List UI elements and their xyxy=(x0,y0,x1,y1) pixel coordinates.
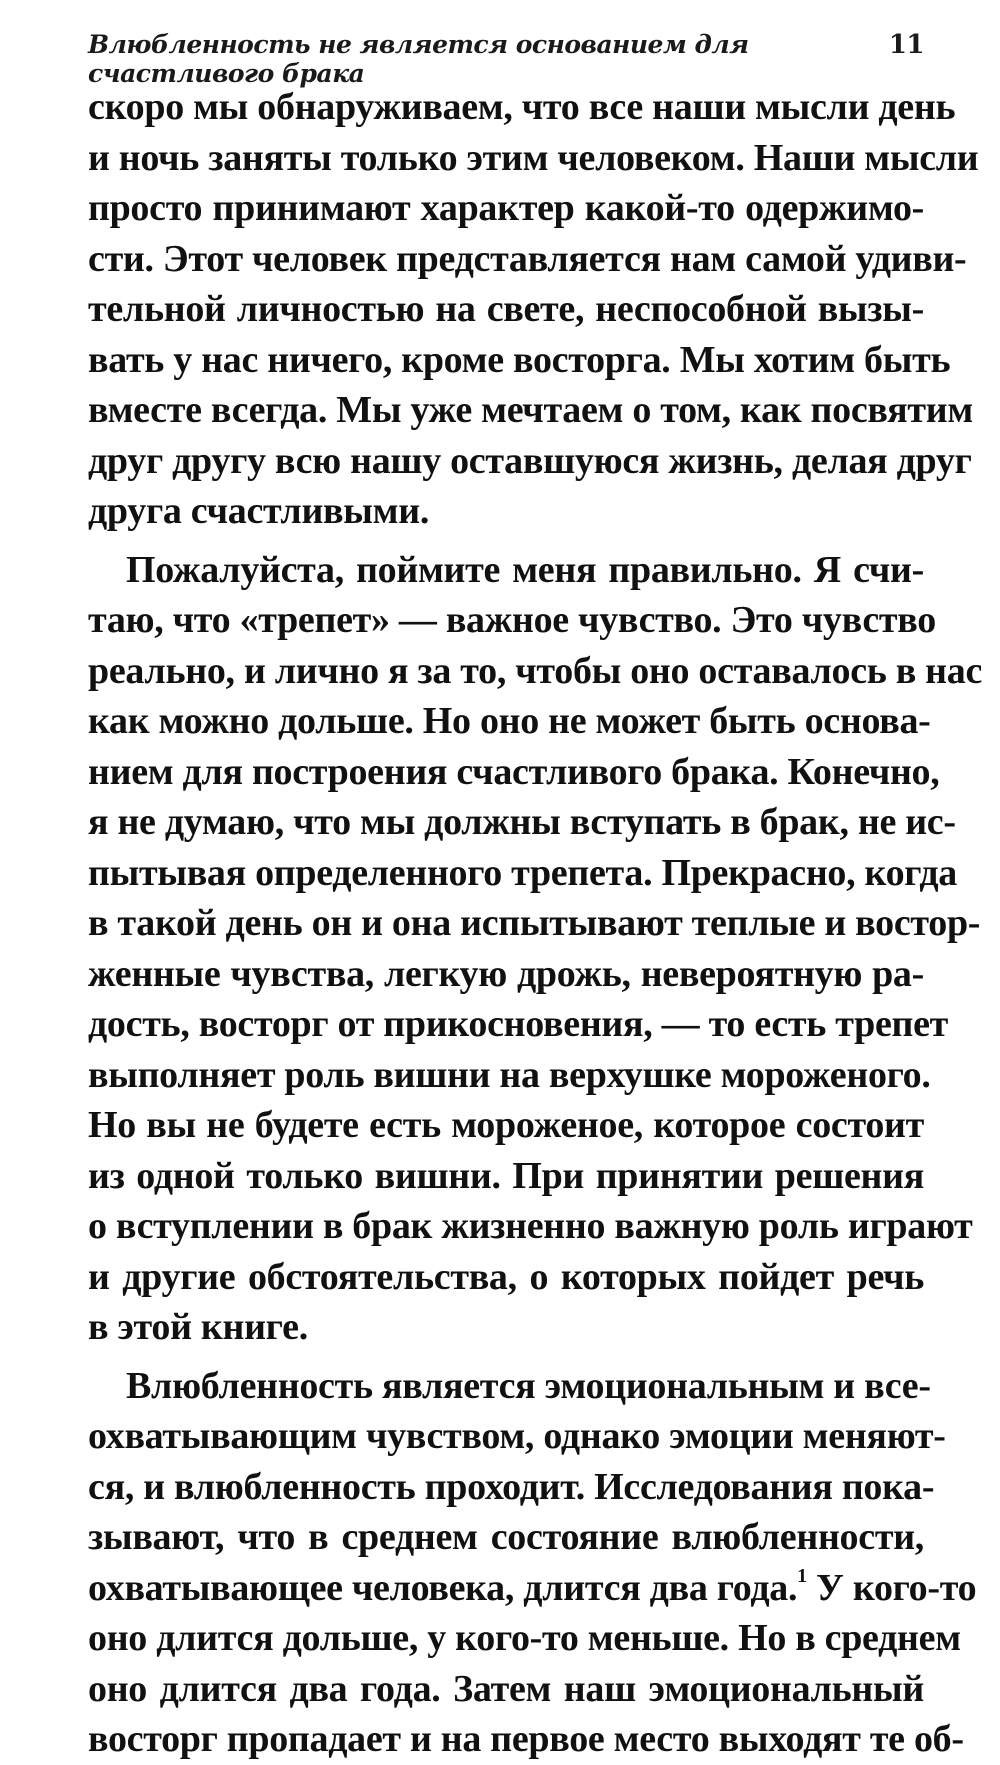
text-line: таю, что «трепет» — важное чувство. Это чувство xyxy=(88,599,936,641)
text-line: и другие обстоятельства, о которых пойдет речь xyxy=(88,1255,924,1298)
text-line: ся, и влюбленность проходит. Исследования пока- xyxy=(88,1465,935,1508)
text-line: и ночь заняты только этим человеком. Наши мысли xyxy=(88,136,979,179)
footnote-marker[interactable]: 1 xyxy=(797,1564,807,1587)
text-line: охватывающим чувством, однако эмоции меняют- xyxy=(88,1415,946,1457)
running-head-title: Влюбленность не является основанием для счастливого брака xyxy=(88,30,749,88)
book-page xyxy=(88,30,983,1760)
text-line: скоро мы обнаруживаем, что все наши мысли день xyxy=(88,86,956,128)
text-line: друга счастливыми. xyxy=(88,490,430,532)
text-line: выполняет роль вишни на верхушке мороженого. xyxy=(88,1053,931,1096)
body-text xyxy=(88,82,983,1765)
text-line: дость, восторг от прикосновения, — то есть трепет xyxy=(88,1003,949,1045)
text-line: друг другу всю нашу оставшуюся жизнь, делая друг xyxy=(88,439,972,482)
text-line: вать у нас ничего, кроме восторга. Мы хотим быть xyxy=(88,338,951,381)
paragraph-2 xyxy=(88,545,983,1353)
paragraph-1 xyxy=(88,82,979,537)
text-line: как можно дольше. Но оно не может быть основа- xyxy=(88,700,931,742)
text-line: в этой книге. xyxy=(88,1306,308,1348)
text-line: оно длится два года. Затем наш эмоциональный xyxy=(88,1667,924,1710)
text-line: я не думаю, что мы должны вступать в брак, не ис- xyxy=(88,801,956,843)
text-line: оно длится дольше, у кого-то меньше. Но в среднем xyxy=(88,1617,961,1659)
text-line: реально, и лично я за то, чтобы оно оставалось в нас xyxy=(88,649,983,692)
text-line: Но вы не будете есть мороженое, которое состоит xyxy=(88,1104,924,1146)
text-line: в такой день он и она испытывают теплые и востор- xyxy=(88,902,981,944)
text-line: вместе всегда. Мы уже мечтаем о том, как посвятим xyxy=(88,389,973,431)
text-fragment: охватывающее человека, длится два года. xyxy=(88,1566,798,1609)
text-line: сти. Этот человек представляется нам самой удиви- xyxy=(88,237,967,280)
text-line: тельной личностью на свете, неспособной вызы- xyxy=(88,288,924,330)
paragraph-3 xyxy=(88,1361,977,1765)
page-number: 11 xyxy=(888,30,924,60)
text-line: Влюбленность является эмоциональным и все- xyxy=(126,1364,931,1407)
text-line-with-footnote xyxy=(88,1563,977,1614)
text-line: о вступлении в брак жизненно важную роль играют xyxy=(88,1205,973,1247)
text-line: пытывая определенного трепета. Прекрасно, когда xyxy=(88,851,957,894)
text-line: из одной только вишни. При принятии решения xyxy=(88,1154,924,1197)
text-line: зывают, что в среднем состояние влюбленности, xyxy=(88,1516,924,1558)
text-line: просто принимают характер какой-то одержимо- xyxy=(88,187,924,229)
running-head xyxy=(88,30,924,88)
text-fragment: У кого-то xyxy=(806,1566,977,1609)
text-line: нием для построения счастливого брака. Конечно, xyxy=(88,750,940,793)
text-line: Пожалуйста, поймите меня правильно. Я счи- xyxy=(126,548,924,591)
text-line: женные чувства, легкую дрожь, невероятную ра- xyxy=(88,952,924,995)
text-line: восторг пропадает и на первое место выходят те об- xyxy=(88,1718,964,1760)
